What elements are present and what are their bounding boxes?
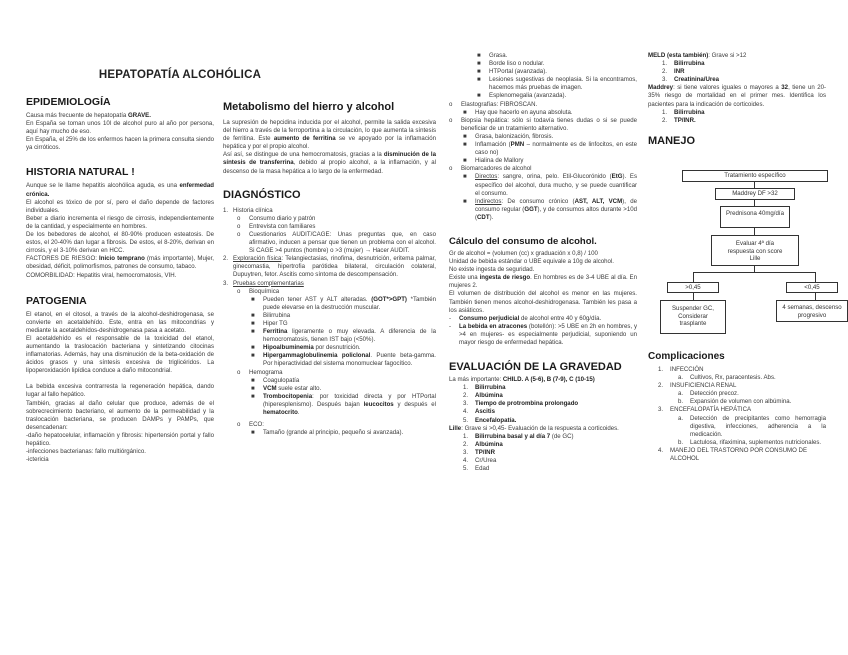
diag-hg-1: ■ Coagulopatía bbox=[251, 376, 300, 384]
flow-connector bbox=[815, 272, 816, 282]
flow-box-suspender: Suspender GC, Considerar trasplante bbox=[660, 300, 726, 334]
metabolismo-heading: Metabolismo del hierro y alcohol bbox=[223, 101, 395, 113]
pat-p6: -infecciones bacterianas: fallo multiórgánico. bbox=[26, 448, 146, 456]
calc-7: - La bebida en atracones (botellón): >5 UBE en 2h en hombres, y >4 en mujeres- es especialmente perjudicial, suponiendo un mayor riesgo de enfermedad hepática. bbox=[449, 322, 638, 346]
hist-p2: El alcohol es tóxico de por sí, pero el daño depende de factores individuales. bbox=[26, 198, 214, 214]
flow-box-semanas: 4 semanas, descenso progresivo bbox=[776, 300, 848, 322]
eco-item-3: ■ HTPortal (avanzada). bbox=[477, 68, 547, 76]
flow-connector bbox=[815, 293, 816, 300]
pat-p2: El acetaldehído es el responsable de la toxicidad del etanol, aumentando la traslocación bacteriana y sintetizando citocinas inflamatorias. Además, hay una disminución de la beta-oxidación de ácidos grasos y una síntesis excesiva de triglicéridos. La lipoperoxidación lipídica conduce a daño mitocondrial. bbox=[26, 334, 214, 375]
biopsia: o Biopsia hepática: sólo si todavía tienes dudas o si se puede beneficiar de un tratamiento alternativo. bbox=[449, 116, 637, 132]
diag-eco-1: ■ Tamaño (grande al principio, pequeño si avanzada). bbox=[251, 429, 404, 437]
maddrey-item: 1. Bilirrubina bbox=[662, 108, 705, 116]
diag-hg-2: ■ VCM suele estar alto. bbox=[251, 384, 322, 392]
flow-connector bbox=[693, 293, 694, 300]
diag-item-2: 2. Exploración física: Telangiectasias, rinofima, desnutrición, eritema palmar, ginecomastia, hipertrofia parótidea bilateral, circulación colateral, Dupuytren, fetor. Ascitis como síntoma de descompensación. bbox=[223, 255, 436, 279]
column-3 bbox=[449, 0, 637, 473]
hist-p6: COMORBILIDAD: Hepatitis viral, hemocromatosis, VIH. bbox=[26, 271, 177, 279]
calc-1: Gr de alcohol = (volumen (cc) x graduación x 0,8) / 100 bbox=[449, 249, 598, 257]
met-p2: Así así, se distingue de una hemocromatosis, gracias a la disminución de la síntesis de transferrina, debido al propio alcohol, a la inflamación, y al descenso de la masa hepática a lo largo de la enfermedad. bbox=[223, 151, 436, 175]
meld-text: MELD (esta también): Grave si >12 bbox=[648, 52, 747, 59]
diag-item-3-2: o Hemograma bbox=[237, 368, 283, 376]
lille-item: 5. Edad bbox=[463, 465, 490, 473]
child-item: 2. Albúmina bbox=[463, 392, 503, 400]
biopsia-1: ■ Grasa, balonización, fibrosis. bbox=[463, 132, 554, 140]
flow-box-gt045: >0,45 bbox=[667, 282, 719, 293]
child-item: 1. Bilirrubina bbox=[463, 384, 506, 392]
comp-item-1: 1. INFECCIÓN bbox=[658, 366, 704, 373]
historia-heading: HISTORIA NATURAL ! bbox=[26, 166, 135, 179]
child-item: 3. Tiempo de protrombina prolongado bbox=[463, 400, 579, 408]
elastografia-1: ■ Hay que hacerlo en ayuna absoluta. bbox=[463, 108, 573, 116]
calc-6: - Consumo perjudicial de alcohol entre 40 y 60g/día. bbox=[449, 314, 602, 322]
gravedad-heading: EVALUACIÓN DE LA GRAVEDAD bbox=[449, 361, 622, 374]
eco-item-5: ■ Esplenomegalia (avanzada). bbox=[477, 92, 567, 100]
diag-item-3-3: o ECO: bbox=[237, 421, 264, 429]
pat-p3: La bebida excesiva contrarresta la regeneración hepática, dando lugar al fallo hepático. bbox=[26, 383, 214, 399]
pat-p7: -ictericia bbox=[26, 456, 49, 464]
lille-item: 1. Bilirrubina basal y al día 7 (de GC) bbox=[463, 432, 574, 440]
diag-bq-3: ■ Hiper TG bbox=[251, 319, 288, 327]
diag-bq-2: ■ Bilirrubina bbox=[251, 311, 291, 319]
flow-connector bbox=[693, 272, 694, 282]
biomarcadores: o Biomarcadores de alcohol bbox=[449, 165, 532, 173]
patogenia-heading: PATOGENIA bbox=[26, 294, 87, 307]
flow-connector bbox=[693, 272, 816, 273]
elastografia: o Elastografías: FIBROSCAN. bbox=[449, 100, 538, 108]
complicaciones-heading: Complicaciones bbox=[648, 351, 725, 362]
diag-hg-3: ■ Trombocitopenia: por toxicidad directa y por HTPortal (hiperesplenismo). Después bajan leucocitos y después el hematocrito. bbox=[251, 392, 436, 416]
calculo-heading: Cálculo del consumo de alcohol. bbox=[449, 235, 597, 247]
diag-item-3: 3. Pruebas complementarias bbox=[223, 279, 304, 287]
child-item: 4. Ascitis bbox=[463, 408, 495, 416]
diagnostico-heading: DIAGNÓSTICO bbox=[223, 188, 301, 201]
eco-item-2: ■ Borde liso o nodular. bbox=[477, 60, 545, 68]
bio-directos: ■ Directos: sangre, orina, pelo. Etil-Glucorónido (EtG). Es específico del alcohol, dura mucho, y se puede cuantificar el consumo. bbox=[463, 173, 638, 197]
diag-item-1-1: o Consumo diario y patrón bbox=[237, 214, 316, 222]
bio-indirectos: ■ Indirectos: De consumo crónico (AST, ALT, VCM), de consumo regular (GGT), y de consumos altos durante >10d (CDT). bbox=[463, 197, 637, 221]
flow-connector bbox=[754, 228, 755, 235]
epi-line-3: En España, el 25% de los enfermos hacen la primera consulta siendo ya cirróticos. bbox=[26, 136, 215, 152]
epidemiologia-heading: EPIDEMIOLOGÍA bbox=[26, 96, 111, 108]
pat-p5: -daño hepatocelular, inflamación y fibrosis: hipertensión portal y fallo hepático. bbox=[26, 431, 214, 447]
column-2 bbox=[223, 0, 436, 437]
meld-item: 1. Bilirrubina bbox=[662, 60, 705, 68]
comp-item-2a: a. Detección precoz. bbox=[678, 390, 739, 398]
epi-line-2: En España se toman unos 10l de alcohol puro al año por persona, aquí hay mucho de eso. bbox=[26, 120, 214, 136]
comp-item-3: 3. ENCEFALOPATÍA HEPÁTICA bbox=[658, 406, 752, 414]
biopsia-3: ■ Hialina de Mallory bbox=[463, 157, 524, 165]
diag-item-1-3: o Cuestionarios AUDIT/CAGE: Unas preguntas que, en caso afirmativo, inducen a pensar que tienen un problema con el alcohol. Si CAGE >4 puntos (hombre) o >3 (mujer) → Hacer AUDIT. bbox=[237, 230, 436, 255]
lille-text: Lille: Grave si >0,45- Evaluación de la respuesta a corticoides. bbox=[449, 424, 619, 432]
diag-bq-5: ■ Hipoalbuminemia por desnutrición. bbox=[251, 344, 361, 352]
diag-bq-1: ■ Pueden tener AST y ALT alteradas. (GOT*>GPT) *También puede elevarse en la destrucción muscular. bbox=[251, 295, 436, 311]
flow-box-lt045: <0,45 bbox=[786, 282, 838, 293]
flow-box-lille: Evaluar 4ª día respuesta con score Lille bbox=[711, 235, 799, 266]
comp-item-2b: b. Expansión de volumen con albúmina. bbox=[678, 398, 792, 406]
diag-item-1: 1. Historia clínica bbox=[223, 206, 273, 214]
calc-4: Existe una ingesta de riesgo. En hombres es de 3-4 UBE al día. En mujeres 2. bbox=[449, 274, 638, 290]
column-1 bbox=[26, 0, 214, 464]
met-p1: La supresión de hepcidina inducida por el alcohol, permite la salida excesiva del hierro a través de la ferroportina a la circulación, lo que aumenta la síntesis de ferritina. Este aumento de ferritina se ve apoyado por la inflamación hepática y por el propio alcohol. bbox=[223, 119, 436, 151]
lille-item: 4. Cr/Urea bbox=[463, 457, 497, 465]
calc-5: El volumen de distribución del alcohol es menor en las mujeres. También tienen menos alcohol-deshidrogenasa. También les pasa a los asiáticos. bbox=[449, 290, 637, 314]
calc-2: Unidad de bebida estándar o UBE equivale a 10g de alcohol. bbox=[449, 258, 614, 266]
hist-p1: Aunque se le llame hepatitis alcohólica aguda, es una enfermedad crónica. bbox=[26, 182, 214, 198]
maddrey-text: Maddrey: si tiene valores iguales o mayores a 32, tiene un 20-35% riesgo de mortalidad en el primer mes. Identifica los pacientes para la indicación de corticoides. bbox=[648, 84, 827, 108]
lille-item: 2. Albúmina bbox=[463, 440, 503, 448]
column-4 bbox=[648, 0, 826, 148]
meld-item: 2. INR bbox=[662, 68, 685, 76]
page-title: HEPATOPATÍA ALCOHÓLICA bbox=[98, 69, 262, 81]
comp-item-3b: b. Lactulosa, rifaximina, suplementos nutricionales. bbox=[678, 438, 822, 446]
comp-item-3a: a. Detección de precipitantes como hemorragia digestiva, infecciones, adherencia a la medicación. bbox=[678, 414, 826, 438]
diag-item-1-2: o Entrevista con familiares bbox=[237, 222, 316, 230]
flow-box-tratamiento: Tratamiento específico bbox=[682, 170, 828, 182]
complicaciones-section bbox=[648, 350, 826, 463]
biopsia-2: ■ Inflamación (PMN – normalmente es de linfocitos, en este caso no) bbox=[463, 141, 637, 157]
diag-bq-6: ■ Hipergammaglobulinemia policlonal. Puente beta-gamma. Por hiperactividad del sistema monomuclear fagocítico. bbox=[251, 352, 436, 368]
manejo-heading: MANEJO bbox=[648, 134, 696, 147]
flow-box-prednisona: Prednisona 40mg/día bbox=[720, 206, 790, 228]
calc-3: No existe ingesta de seguridad. bbox=[449, 266, 535, 274]
maddrey-item: 2. TP/INR. bbox=[662, 116, 696, 124]
child-item: 5. Encefalopatía. bbox=[463, 416, 517, 424]
pat-p4: También, gracias al daño celular que produce, además de el sobrecrecimiento bacteriano, el aumento de la permeabilidad y la traslocación bacteriana, se producen DAMPs y PAMPs, que desencadenan: bbox=[26, 399, 214, 431]
diag-bq-4: ■ Ferritina ligeramente o muy elevada. A diferencia de la hemocromatosis, tienen IST bajo (<50%). bbox=[251, 328, 436, 344]
comp-item-2: 2. INSUFICIENCIA RENAL bbox=[658, 382, 737, 390]
lille-item: 3. TP/INR bbox=[463, 448, 495, 456]
eco-item-1: ■ Grasa. bbox=[477, 52, 508, 59]
hist-p3: Beber a diario incrementa el riesgo de cirrosis, independientemente de la cantidad, y especialmente en hombres. bbox=[26, 214, 214, 230]
flow-box-maddrey: Maddrey DF >32 bbox=[715, 188, 795, 200]
meld-item: 3. Creatinina/Urea bbox=[662, 76, 720, 84]
pat-p1: El etanol, en el citosol, a través de la alcohol-deshidrogenasa, se convierte en acetaldehído. Este, entra en las mitocondrias y mediante la acetaldehídos-deshidrogenasa pasa a acetato. bbox=[26, 310, 214, 334]
hist-p4: De los bebedores de alcohol, el 80-90% producen esteatosis. De estos, el 20-40% dan lugar a fibrosis. De estos, el 8-20%, derivan en cirrosis, y el 3-10% derivan en HCC. bbox=[26, 231, 214, 255]
eco-item-4: ■ Lesiones sugestivas de neoplasia. Si la encontramos, hacemos más pruebas de imagen. bbox=[477, 76, 637, 92]
diag-item-3-1: o Bioquímica bbox=[237, 287, 280, 295]
grav-child: La más importante: CHILD. A (5-6), B (7-9), C (10-15) bbox=[449, 376, 595, 384]
hist-p5: FACTORES DE RIESGO: Inicio temprano (más importante), Mujer, obesidad, déficit, polimorfismos, patrones de consumo, tabaco. bbox=[26, 255, 214, 271]
comp-item-1a: a. Cultivos, Rx, paracentesis. Abs. bbox=[678, 374, 776, 382]
comp-item-4: 4. MANEJO DEL TRASTORNO POR CONSUMO DE ALCOHOL bbox=[658, 446, 808, 463]
epi-line-1: Causa más frecuente de hepatopatía GRAVE. bbox=[26, 112, 151, 119]
